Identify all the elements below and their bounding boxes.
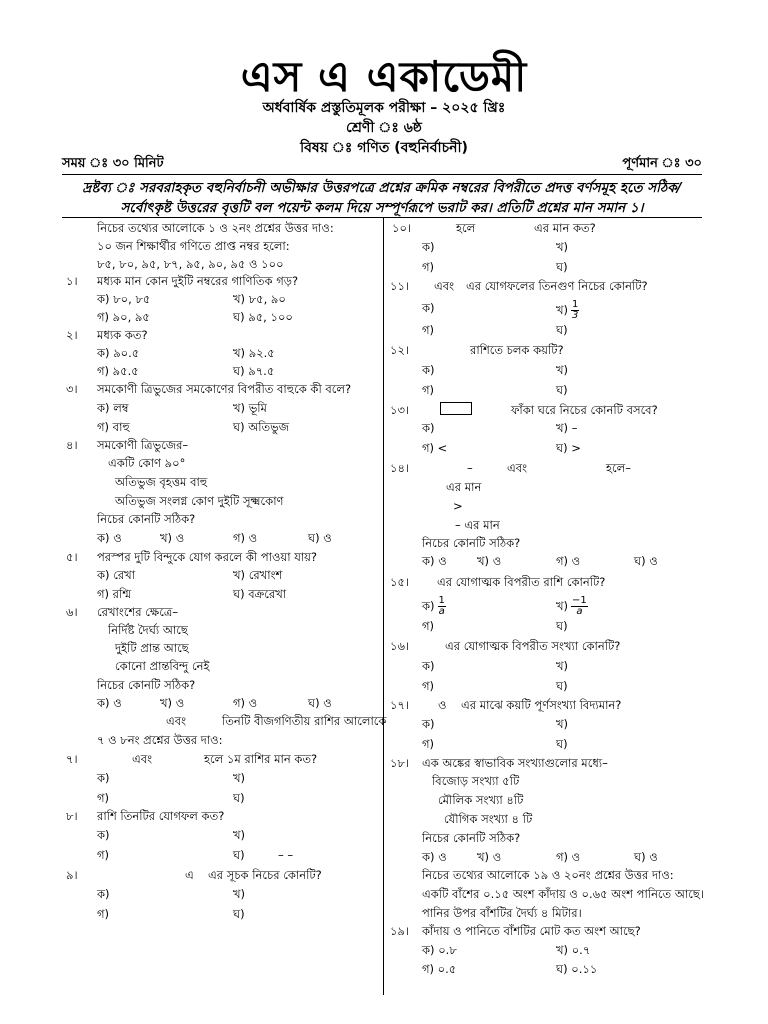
instruction-rule	[62, 217, 702, 218]
fraction-denominator: a	[576, 606, 583, 617]
answer-option: খ) ও	[477, 850, 502, 864]
question-number: ৩।	[66, 382, 78, 396]
answer-option: গ)	[422, 619, 435, 633]
time-marks-row	[62, 154, 702, 175]
question-text: – –	[278, 848, 294, 862]
answer-option: খ) ও	[477, 554, 502, 568]
answer-option: খ) ৯২.৫	[233, 346, 275, 360]
answer-option: ঘ)	[556, 260, 568, 274]
answer-option: গ) <	[422, 441, 448, 455]
question-text: নিচের কোনটি সঠিক?	[97, 678, 196, 692]
question-text: অতিভুজ সংলগ্ন কোণ দুইটি সূক্ষ্মকোণ	[115, 494, 284, 508]
fraction	[438, 596, 446, 617]
answer-option: গ)	[422, 260, 435, 274]
answer-option: ঘ)	[556, 383, 568, 397]
answer-option: গ) ও	[556, 554, 581, 568]
answer-option: খ) –	[556, 421, 578, 435]
question-number: ৪।	[66, 438, 78, 452]
subject-label: বিষয় ঃ গণিত (বহুনির্বাচনী)	[300, 140, 468, 156]
top-rule	[62, 174, 702, 175]
answer-option: ক) ও	[97, 696, 122, 710]
question-text: দুইটি প্রান্ত আছে	[115, 641, 189, 655]
question-number: ৫।	[66, 550, 78, 564]
question-text: এর যোগাত্মক বিপরীত সংখ্যা কোনটি?	[445, 639, 621, 653]
answer-option: খ)	[556, 659, 569, 673]
fraction	[571, 300, 579, 321]
answer-option: খ) ০.৭	[556, 943, 591, 957]
answer-option: গ) ও	[233, 531, 258, 545]
class-label: শ্রেণী ঃ ৬ষ্ঠ	[346, 120, 422, 136]
answer-option: ক) ও	[422, 850, 447, 864]
answer-option: খ) ভূমি	[233, 401, 267, 415]
question-text: একটি কোণ ৯০°	[108, 456, 186, 470]
question-text: নির্দিষ্ট দৈর্ঘ্য আছে	[108, 623, 188, 637]
answer-option: খ)	[556, 363, 569, 377]
answer-option: গ) বাহু	[97, 420, 130, 434]
answer-option: ঘ)	[556, 679, 568, 693]
answer-option: ক)	[97, 887, 110, 901]
question-text: নিচের কোনটি সঠিক?	[422, 831, 521, 845]
question-text: ও	[438, 698, 447, 712]
question-text: তিনটি বীজগণিতীয় রাশির আলোকে	[222, 714, 387, 728]
question-text: ৮৫, ৮০, ৯৫, ৮৭, ৯৫, ৯০, ৯৫ ও ১০০	[97, 257, 284, 271]
question-text: পানির উপর বাঁশটির দৈর্ঘ্য ৪ মিটার।	[422, 906, 582, 920]
answer-option: ঘ) ও	[308, 696, 332, 710]
fraction-denominator: 3	[572, 310, 579, 321]
answer-option: খ) ৮৫, ৯০	[233, 292, 286, 306]
question-text: এর সূচক নিচের কোনটি?	[208, 868, 322, 882]
question-text: কোনো প্রান্তবিন্দু নেই	[115, 659, 210, 673]
question-number: ১৩।	[390, 403, 410, 417]
answer-option: খ)	[556, 240, 569, 254]
question-text: – এর মান	[455, 518, 500, 532]
answer-option: খ)	[233, 828, 246, 842]
answer-option: ক)	[97, 828, 110, 842]
question-text: –	[467, 461, 473, 475]
answer-option: ক) রেখা	[97, 568, 136, 582]
question-text: নিচের তথ্যের আলোকে ১ ও ২নং প্রশ্নের উত্তর দাও:	[97, 221, 334, 235]
answer-option: খ)	[233, 887, 246, 901]
marks-label: পূর্ণমান ঃ ৩০	[622, 156, 702, 171]
answer-option: গ)	[422, 679, 435, 693]
answer-option: গ)	[97, 907, 110, 921]
question-text: এর যোগাত্মক বিপরীত রাশি কোনটি?	[437, 575, 606, 589]
answer-option: খ)	[233, 771, 246, 785]
answer-option: গ) ৯৫.৫	[97, 364, 139, 378]
question-text: >	[453, 499, 463, 513]
question-text: এর মান কত?	[534, 221, 596, 235]
answer-option: ক) $\frac{1}{a}$	[422, 595, 445, 617]
blank-box	[440, 402, 472, 415]
answer-option: গ) ০.৫	[422, 962, 457, 976]
answer-option: খ) $\frac{1}{3}$	[556, 299, 579, 321]
answer-option: গ)	[97, 791, 110, 805]
answer-option: ক) ও	[97, 531, 122, 545]
question-text: এর মাঝে কয়টি পূর্ণসংখ্যা বিদ্যমান?	[461, 698, 622, 712]
answer-option: ঘ) >	[556, 441, 581, 455]
answer-option: ক)	[422, 240, 435, 254]
question-text: বিজোড় সংখ্যা ৫টি	[432, 774, 520, 788]
answer-option: ঘ) ৯৭.৫	[233, 364, 275, 378]
answer-option: ক) ও	[422, 554, 447, 568]
question-text: রেখাংশের ক্ষেত্রে–	[97, 605, 179, 619]
answer-option: ঘ) বক্ররেখা	[233, 587, 287, 601]
answer-option: ঘ) ৯৫, ১০০	[233, 310, 293, 324]
question-text: নিচের তথ্যের আলোকে ১৯ ও ২০নং প্রশ্নের উত্তর দাও:	[422, 868, 674, 882]
answer-option: খ) ও	[160, 696, 185, 710]
answer-option: গ)	[422, 323, 435, 337]
question-number: ১১।	[390, 279, 410, 293]
question-number: ১৮।	[390, 756, 410, 770]
answer-option: ক)	[422, 717, 435, 731]
question-text: ফাঁকা ঘরে নিচের কোনটি বসবে?	[511, 403, 658, 417]
answer-option: ক) ৯০.৫	[97, 346, 140, 360]
question-number: ৬।	[66, 605, 78, 619]
question-number: ১০।	[392, 221, 412, 235]
answer-option: গ) রশ্মি	[97, 587, 132, 601]
question-text: এর যোগফলের তিনগুণ নিচের কোনটি?	[466, 279, 648, 293]
question-text: একটি বাঁশের ০.১৫ অংশ কাঁদায় ও ০.৬৫ অংশ পানিতে আছে।	[422, 887, 704, 901]
answer-option: ঘ)	[556, 737, 568, 751]
answer-option: খ)	[556, 717, 569, 731]
answer-option: গ)	[422, 383, 435, 397]
answer-option: ক)	[97, 771, 110, 785]
question-text: পরস্পর দুটি বিন্দুকে যোগ করলে কী পাওয়া যায়?	[97, 550, 318, 564]
question-number: ৮।	[66, 809, 78, 823]
question-text: সমকোণী ত্রিভুজের সমকোণের বিপরীত বাহুকে কী বলে?	[97, 382, 352, 396]
answer-option: গ) ও	[233, 696, 258, 710]
question-text: এর মান	[446, 480, 482, 494]
question-text: হলে ১ম রাশির মান কত?	[204, 752, 318, 766]
time-label: সময় ঃ ৩০ মিনিট	[62, 156, 164, 171]
academy-title: এস এ একাডেমী	[240, 52, 528, 101]
instruction-line: সর্বোৎকৃষ্ট উত্তরের বৃত্তটি বল পয়েন্ট কলম দিয়ে সম্পূর্ণরূপে ভরাট কর। প্রতিটি প্রশ্নের মান সমান ১।	[120, 200, 644, 216]
question-number: ২।	[66, 328, 78, 342]
question-text: এ	[185, 868, 194, 882]
question-number: ১৭।	[390, 698, 410, 712]
question-text: রাশিতে চলক কয়টি?	[470, 343, 564, 357]
answer-option: ক)	[422, 363, 435, 377]
question-text: এবং	[132, 752, 153, 766]
question-number: ৭।	[66, 752, 78, 766]
question-text: অতিভুজ বৃহত্তম বাহু	[115, 475, 208, 489]
answer-option: গ) ৯০, ৯৫	[97, 310, 150, 324]
question-text: ১০ জন শিক্ষার্থীর গণিতে প্রাপ্ত নম্বর হলো:	[97, 239, 290, 253]
fraction-numerator: 1	[572, 299, 579, 310]
answer-option: ঘ)	[556, 323, 568, 337]
question-text: কাঁদায় ও পানিতে বাঁশটির মোট কত অংশ আছে?	[422, 924, 641, 938]
question-text: মধ্যক মান কোন দুইটি নম্বরের গাণিতিক গড়?	[97, 274, 299, 288]
answer-option: ঘ)	[233, 848, 245, 862]
answer-option: ক) ৮০, ৮৫	[97, 292, 151, 306]
answer-option: খ) $\frac{-1}{a}$	[556, 595, 587, 617]
answer-option: গ) ও	[556, 850, 581, 864]
question-text: মৌলিক সংখ্যা ৪টি	[438, 793, 524, 807]
fraction-numerator: −1	[572, 595, 587, 606]
answer-option: ঘ) ও	[634, 554, 658, 568]
answer-option: ক)	[422, 659, 435, 673]
question-text: ৭ ও ৮নং প্রশ্নের উত্তর দাও:	[97, 733, 223, 747]
question-number: ১৬।	[390, 639, 410, 653]
answer-option: ক)	[422, 421, 435, 435]
question-number: ১।	[66, 274, 78, 288]
answer-option: ঘ) অতিভুজ	[233, 420, 289, 434]
answer-option: ক)	[422, 301, 435, 315]
question-number: ১৪।	[390, 461, 410, 475]
answer-option: ঘ)	[556, 619, 568, 633]
column-divider	[383, 218, 384, 995]
answer-option: খ) রেখাংশ	[233, 568, 283, 582]
fraction-denominator: a	[438, 606, 445, 617]
answer-option: খ) ও	[160, 531, 185, 545]
question-text: সমকোণী ত্রিভুজের–	[97, 438, 189, 452]
answer-option: ঘ) ও	[634, 850, 658, 864]
question-text: এবং	[507, 461, 528, 475]
question-text: এবং	[166, 714, 187, 728]
question-text: হলে–	[606, 461, 631, 475]
question-text: মধ্যক কত?	[97, 328, 148, 342]
answer-option: ক) ০.৮	[422, 943, 457, 957]
fraction	[571, 596, 588, 617]
question-text: নিচের কোনটি সঠিক?	[422, 536, 521, 550]
question-text: নিচের কোনটি সঠিক?	[97, 512, 196, 526]
question-text: রাশি তিনটির যোগফল কত?	[97, 809, 225, 823]
exam-name: অর্ধবার্ষিক প্রস্তুতিমূলক পরীক্ষা – ২০২৫ খ্রিঃ	[262, 100, 506, 116]
question-number: ৯।	[66, 868, 78, 882]
question-text: হলে	[456, 221, 476, 235]
fraction-numerator: 1	[438, 595, 445, 606]
question-number: ১৫।	[390, 575, 410, 589]
question-number: ১৯।	[390, 924, 410, 938]
answer-option: ঘ)	[233, 907, 245, 921]
question-number: ১২।	[390, 343, 410, 357]
answer-option: ক) লম্ব	[97, 401, 129, 415]
answer-option: ঘ)	[233, 791, 245, 805]
question-text: এক অঙ্কের স্বাভাবিক সংখ্যাগুলোর মধ্যে–	[422, 756, 608, 770]
answer-option: ঘ) ০.১১	[556, 962, 598, 976]
instructions	[72, 178, 692, 218]
instruction-line: দ্রষ্টব্য ঃ সরবরাহকৃত বহুনির্বাচনী অভীক্ষার উত্তরপত্রে প্রশ্নের ক্রমিক নম্বরের বিপরীতে প্রদত্ত বর্ণসমূহ হতে সঠিক/	[82, 180, 682, 196]
question-text: যৌগিক সংখ্যা ৪ টি	[444, 812, 533, 826]
answer-option: ঘ) ও	[308, 531, 332, 545]
answer-option: গ)	[422, 737, 435, 751]
answer-option: গ)	[97, 848, 110, 862]
question-text: এবং	[434, 279, 455, 293]
